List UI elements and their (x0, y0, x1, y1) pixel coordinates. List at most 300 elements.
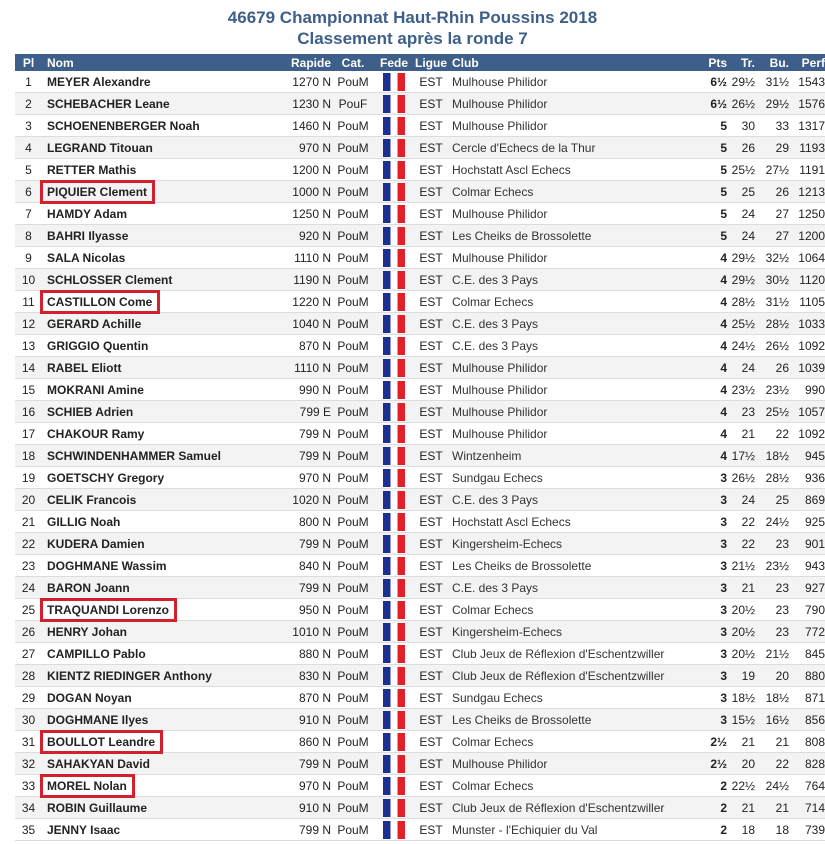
player-rating: 840 N (252, 555, 331, 577)
player-name-link[interactable]: GERARD Achille (42, 313, 252, 335)
fr-flag-icon (383, 535, 405, 553)
player-tiebreak-bu: 29½ (755, 93, 789, 115)
player-tiebreak-tr: 21 (727, 577, 755, 599)
player-performance: 871 (789, 687, 825, 709)
player-name-link[interactable]: SALA Nicolas (42, 247, 252, 269)
player-tiebreak-bu: 23 (755, 599, 789, 621)
player-performance: 945 (789, 445, 825, 467)
standings-body (15, 71, 825, 841)
player-league: EST (413, 533, 449, 555)
player-points: 3 (692, 555, 727, 577)
player-points: 3 (692, 467, 727, 489)
player-league: EST (413, 357, 449, 379)
player-federation (375, 357, 413, 379)
player-name-link[interactable]: HAMDY Adam (42, 203, 252, 225)
player-league: EST (413, 511, 449, 533)
player-points: 6½ (692, 71, 727, 93)
player-club: Mulhouse Philidor (449, 357, 692, 379)
table-row (15, 577, 825, 599)
player-club: Mulhouse Philidor (449, 247, 692, 269)
player-name-link[interactable]: SCHLOSSER Clement (42, 269, 252, 291)
player-league: EST (413, 159, 449, 181)
player-league: EST (413, 181, 449, 203)
player-federation (375, 533, 413, 555)
player-name-link[interactable]: DOGAN Noyan (42, 687, 252, 709)
fr-flag-icon (383, 601, 405, 619)
col-header-tr[interactable]: Tr. (727, 54, 755, 71)
player-points: 3 (692, 665, 727, 687)
player-federation (375, 819, 413, 841)
fr-flag-icon (383, 645, 405, 663)
player-club: Sundgau Echecs (449, 467, 692, 489)
fr-flag-icon (383, 689, 405, 707)
player-tiebreak-bu: 25½ (755, 401, 789, 423)
table-header-row (15, 54, 825, 71)
col-header-club[interactable]: Club (449, 54, 692, 71)
fr-flag-icon (383, 557, 405, 575)
fr-flag-icon (383, 381, 405, 399)
player-club: Wintzenheim (449, 445, 692, 467)
player-tiebreak-bu: 20 (755, 665, 789, 687)
player-tiebreak-bu: 26 (755, 181, 789, 203)
player-club: Club Jeux de Réflexion d'Eschentzwiller (449, 797, 692, 819)
player-rating: 1230 N (252, 93, 331, 115)
player-league: EST (413, 819, 449, 841)
player-rating: 799 N (252, 819, 331, 841)
player-name-link[interactable]: ROBIN Guillaume (42, 797, 252, 819)
title-line-1: 46679 Championnat Haut-Rhin Poussins 2018 (227, 8, 598, 27)
player-tiebreak-bu: 18 (755, 819, 789, 841)
player-club: Mulhouse Philidor (449, 71, 692, 93)
player-performance: 1193 (789, 137, 825, 159)
player-name-link[interactable]: RABEL Eliott (42, 357, 252, 379)
table-row (15, 687, 825, 709)
player-federation (375, 731, 413, 753)
player-performance: 880 (789, 665, 825, 687)
player-federation (375, 181, 413, 203)
player-category: PouM (331, 445, 375, 467)
player-tiebreak-bu: 26½ (755, 335, 789, 357)
table-row (15, 115, 825, 137)
player-name-link[interactable]: SCHWINDENHAMMER Samuel (42, 445, 252, 467)
fr-flag-icon (383, 183, 405, 201)
player-club: Colmar Echecs (449, 731, 692, 753)
table-row (15, 445, 825, 467)
player-club: C.E. des 3 Pays (449, 269, 692, 291)
player-tiebreak-tr: 29½ (727, 247, 755, 269)
player-rating: 800 N (252, 511, 331, 533)
player-federation (375, 775, 413, 797)
player-league: EST (413, 775, 449, 797)
player-federation (375, 753, 413, 775)
fr-flag-icon (383, 117, 405, 135)
player-category: PouM (331, 423, 375, 445)
player-tiebreak-bu: 29 (755, 137, 789, 159)
player-tiebreak-bu: 18½ (755, 687, 789, 709)
table-row (15, 159, 825, 181)
table-row (15, 269, 825, 291)
table-row (15, 71, 825, 93)
player-club: Cercle d'Echecs de la Thur (449, 137, 692, 159)
player-federation (375, 467, 413, 489)
player-points: 3 (692, 643, 727, 665)
player-league: EST (413, 379, 449, 401)
col-header-fede[interactable]: Fede (375, 54, 413, 71)
player-place: 31 (15, 731, 42, 753)
player-place: 23 (15, 555, 42, 577)
player-category: PouM (331, 599, 375, 621)
player-name-link[interactable]: RETTER Mathis (42, 159, 252, 181)
player-league: EST (413, 269, 449, 291)
player-tiebreak-tr: 24 (727, 489, 755, 511)
player-federation (375, 313, 413, 335)
player-rating: 799 N (252, 423, 331, 445)
player-name-link[interactable]: MOREL Nolan (42, 775, 252, 797)
player-performance: 1543 (789, 71, 825, 93)
player-performance: 772 (789, 621, 825, 643)
player-points: 3 (692, 599, 727, 621)
player-league: EST (413, 577, 449, 599)
player-name-link[interactable]: BARON Joann (42, 577, 252, 599)
player-place: 26 (15, 621, 42, 643)
player-tiebreak-tr: 22½ (727, 775, 755, 797)
player-name-link[interactable]: LEGRAND Titouan (42, 137, 252, 159)
player-club: Colmar Echecs (449, 599, 692, 621)
player-club: Mulhouse Philidor (449, 401, 692, 423)
player-name-link[interactable]: DOGHMANE Ilyes (42, 709, 252, 731)
player-club: Mulhouse Philidor (449, 203, 692, 225)
table-row (15, 423, 825, 445)
table-row (15, 203, 825, 225)
standings-table (15, 54, 825, 841)
col-header-bu[interactable]: Bu. (755, 54, 789, 71)
player-club: Colmar Echecs (449, 775, 692, 797)
player-place: 1 (15, 71, 42, 93)
player-category: PouM (331, 555, 375, 577)
player-name-link[interactable]: SAHAKYAN David (42, 753, 252, 775)
player-federation (375, 71, 413, 93)
player-name-link[interactable]: CASTILLON Come (42, 291, 252, 313)
table-row (15, 357, 825, 379)
player-federation (375, 269, 413, 291)
player-federation (375, 643, 413, 665)
fr-flag-icon (383, 733, 405, 751)
player-category: PouM (331, 181, 375, 203)
player-tiebreak-bu: 21½ (755, 643, 789, 665)
player-category: PouM (331, 467, 375, 489)
player-performance: 1250 (789, 203, 825, 225)
player-club: Hochstatt Ascl Echecs (449, 159, 692, 181)
player-place: 6 (15, 181, 42, 203)
player-place: 19 (15, 467, 42, 489)
player-rating: 1460 N (252, 115, 331, 137)
player-tiebreak-bu: 27½ (755, 159, 789, 181)
player-category: PouM (331, 291, 375, 313)
player-federation (375, 797, 413, 819)
player-tiebreak-tr: 26½ (727, 93, 755, 115)
player-name-link[interactable]: GRIGGIO Quentin (42, 335, 252, 357)
player-name-link[interactable]: JENNY Isaac (42, 819, 252, 841)
player-name-link[interactable]: MEYER Alexandre (42, 71, 252, 93)
player-category: PouM (331, 357, 375, 379)
player-tiebreak-tr: 21 (727, 797, 755, 819)
player-tiebreak-bu: 21 (755, 731, 789, 753)
player-category: PouM (331, 687, 375, 709)
player-points: 4 (692, 247, 727, 269)
player-club: Les Cheiks de Brossolette (449, 709, 692, 731)
table-row (15, 665, 825, 687)
player-tiebreak-bu: 22 (755, 423, 789, 445)
player-category: PouM (331, 137, 375, 159)
player-rating: 1010 N (252, 621, 331, 643)
player-place: 9 (15, 247, 42, 269)
player-federation (375, 709, 413, 731)
player-name-link[interactable]: MOKRANI Amine (42, 379, 252, 401)
player-club: Mulhouse Philidor (449, 379, 692, 401)
player-tiebreak-tr: 17½ (727, 445, 755, 467)
table-row (15, 401, 825, 423)
player-tiebreak-bu: 18½ (755, 445, 789, 467)
fr-flag-icon (383, 777, 405, 795)
fr-flag-icon (383, 469, 405, 487)
table-row (15, 819, 825, 841)
player-tiebreak-tr: 22 (727, 511, 755, 533)
player-club: Colmar Echecs (449, 181, 692, 203)
fr-flag-icon (383, 491, 405, 509)
player-tiebreak-bu: 25 (755, 489, 789, 511)
player-name-link[interactable]: PIQUIER Clement (42, 181, 252, 203)
player-name-link[interactable]: BOULLOT Leandre (42, 731, 252, 753)
player-performance: 1033 (789, 313, 825, 335)
player-points: 5 (692, 115, 727, 137)
player-place: 27 (15, 643, 42, 665)
col-header-ligue[interactable]: Ligue (415, 55, 447, 70)
player-league: EST (413, 313, 449, 335)
player-name-link[interactable]: HENRY Johan (42, 621, 252, 643)
player-category: PouM (331, 379, 375, 401)
player-points: 4 (692, 291, 727, 313)
player-tiebreak-tr: 26 (727, 137, 755, 159)
table-row (15, 181, 825, 203)
player-points: 3 (692, 511, 727, 533)
player-points: 5 (692, 181, 727, 203)
player-tiebreak-bu: 32½ (755, 247, 789, 269)
player-tiebreak-tr: 25½ (727, 159, 755, 181)
fr-flag-icon (383, 315, 405, 333)
player-federation (375, 423, 413, 445)
player-name-link[interactable]: CHAKOUR Ramy (42, 423, 252, 445)
player-place: 30 (15, 709, 42, 731)
fr-flag-icon (383, 425, 405, 443)
player-rating: 1110 N (252, 247, 331, 269)
player-rating: 970 N (252, 467, 331, 489)
player-tiebreak-tr: 21 (727, 731, 755, 753)
player-federation (375, 489, 413, 511)
player-name-link[interactable]: KIENTZ RIEDINGER Anthony (42, 665, 252, 687)
player-tiebreak-tr: 26½ (727, 467, 755, 489)
player-points: 3 (692, 621, 727, 643)
player-rating: 970 N (252, 775, 331, 797)
fr-flag-icon (383, 73, 405, 91)
player-tiebreak-tr: 25½ (727, 313, 755, 335)
player-rating: 950 N (252, 599, 331, 621)
player-place: 13 (15, 335, 42, 357)
player-performance: 1064 (789, 247, 825, 269)
player-tiebreak-tr: 15½ (727, 709, 755, 731)
player-name-link[interactable]: CAMPILLO Pablo (42, 643, 252, 665)
player-name-link[interactable]: SCHIEB Adrien (42, 401, 252, 423)
player-performance: 1576 (789, 93, 825, 115)
player-performance: 808 (789, 731, 825, 753)
col-header-cat[interactable]: Cat. (331, 54, 375, 71)
player-club: Hochstatt Ascl Echecs (449, 511, 692, 533)
col-header-nom[interactable]: Nom (42, 54, 252, 71)
player-performance: 1092 (789, 335, 825, 357)
player-federation (375, 247, 413, 269)
player-points: 3 (692, 533, 727, 555)
player-performance: 856 (789, 709, 825, 731)
player-name-link[interactable]: GILLIG Noah (42, 511, 252, 533)
player-rating: 1020 N (252, 489, 331, 511)
player-place: 34 (15, 797, 42, 819)
player-name-link[interactable]: GOETSCHY Gregory (42, 467, 252, 489)
player-performance: 1191 (789, 159, 825, 181)
player-points: 6½ (692, 93, 727, 115)
player-points: 4 (692, 423, 727, 445)
player-federation (375, 291, 413, 313)
player-place: 12 (15, 313, 42, 335)
player-points: 4 (692, 445, 727, 467)
player-tiebreak-bu: 23 (755, 621, 789, 643)
player-tiebreak-tr: 20 (727, 753, 755, 775)
player-federation (375, 687, 413, 709)
player-rating: 870 N (252, 335, 331, 357)
player-tiebreak-bu: 28½ (755, 467, 789, 489)
table-row (15, 599, 825, 621)
player-tiebreak-tr: 24 (727, 225, 755, 247)
player-points: 5 (692, 203, 727, 225)
fr-flag-icon (383, 755, 405, 773)
player-federation (375, 577, 413, 599)
player-federation (375, 621, 413, 643)
table-row (15, 511, 825, 533)
table-row (15, 709, 825, 731)
player-tiebreak-bu: 27 (755, 203, 789, 225)
player-points: 4 (692, 335, 727, 357)
player-league: EST (413, 599, 449, 621)
player-place: 4 (15, 137, 42, 159)
player-rating: 880 N (252, 643, 331, 665)
player-name-link[interactable]: CELIK Francois (42, 489, 252, 511)
player-category: PouM (331, 115, 375, 137)
player-place: 8 (15, 225, 42, 247)
player-federation (375, 93, 413, 115)
player-category: PouF (331, 93, 375, 115)
player-league: EST (413, 291, 449, 313)
player-name-link[interactable]: SCHOENENBERGER Noah (42, 115, 252, 137)
col-header-rapide[interactable]: Rapide (252, 54, 331, 71)
player-points: 5 (692, 225, 727, 247)
player-rating: 799 N (252, 533, 331, 555)
player-tiebreak-bu: 26 (755, 357, 789, 379)
fr-flag-icon (383, 293, 405, 311)
player-performance: 1092 (789, 423, 825, 445)
player-tiebreak-tr: 20½ (727, 643, 755, 665)
player-league: EST (413, 467, 449, 489)
player-place: 21 (15, 511, 42, 533)
player-points: 2½ (692, 753, 727, 775)
fr-flag-icon (383, 271, 405, 289)
player-tiebreak-bu: 28½ (755, 313, 789, 335)
player-rating: 1000 N (252, 181, 331, 203)
player-tiebreak-tr: 24 (727, 203, 755, 225)
player-league: EST (413, 335, 449, 357)
player-name-link[interactable]: KUDERA Damien (42, 533, 252, 555)
player-federation (375, 555, 413, 577)
player-league: EST (413, 731, 449, 753)
player-performance: 869 (789, 489, 825, 511)
player-tiebreak-bu: 24½ (755, 511, 789, 533)
player-tiebreak-bu: 21 (755, 797, 789, 819)
player-performance: 927 (789, 577, 825, 599)
player-points: 2 (692, 819, 727, 841)
player-place: 10 (15, 269, 42, 291)
col-header-perf[interactable]: Perf (789, 54, 825, 71)
player-category: PouM (331, 665, 375, 687)
player-name-link[interactable]: BAHRI Ilyasse (42, 225, 252, 247)
player-rating: 910 N (252, 709, 331, 731)
fr-flag-icon (383, 667, 405, 685)
table-row (15, 313, 825, 335)
player-performance: 925 (789, 511, 825, 533)
col-header-pl[interactable]: Pl (15, 54, 42, 71)
player-place: 14 (15, 357, 42, 379)
player-rating: 870 N (252, 687, 331, 709)
player-rating: 990 N (252, 379, 331, 401)
fr-flag-icon (383, 799, 405, 817)
player-performance: 739 (789, 819, 825, 841)
fr-flag-icon (383, 821, 405, 839)
player-category: PouM (331, 225, 375, 247)
fr-flag-icon (383, 623, 405, 641)
player-name-link[interactable]: TRAQUANDI Lorenzo (42, 599, 252, 621)
player-tiebreak-bu: 16½ (755, 709, 789, 731)
col-header-pts[interactable]: Pts (692, 54, 727, 71)
player-category: PouM (331, 643, 375, 665)
player-federation (375, 445, 413, 467)
player-federation (375, 599, 413, 621)
player-tiebreak-bu: 23 (755, 533, 789, 555)
player-category: PouM (331, 335, 375, 357)
table-row (15, 731, 825, 753)
player-performance: 714 (789, 797, 825, 819)
player-league: EST (413, 753, 449, 775)
player-rating: 799 E (252, 401, 331, 423)
fr-flag-icon (383, 95, 405, 113)
player-category: PouM (331, 533, 375, 555)
player-club: Les Cheiks de Brossolette (449, 555, 692, 577)
player-league: EST (413, 401, 449, 423)
player-place: 20 (15, 489, 42, 511)
player-federation (375, 379, 413, 401)
player-name-link[interactable]: DOGHMANE Wassim (42, 555, 252, 577)
player-name-link[interactable]: SCHEBACHER Leane (42, 93, 252, 115)
table-row (15, 753, 825, 775)
table-row (15, 335, 825, 357)
player-points: 2½ (692, 731, 727, 753)
player-tiebreak-tr: 20½ (727, 599, 755, 621)
player-place: 3 (15, 115, 42, 137)
